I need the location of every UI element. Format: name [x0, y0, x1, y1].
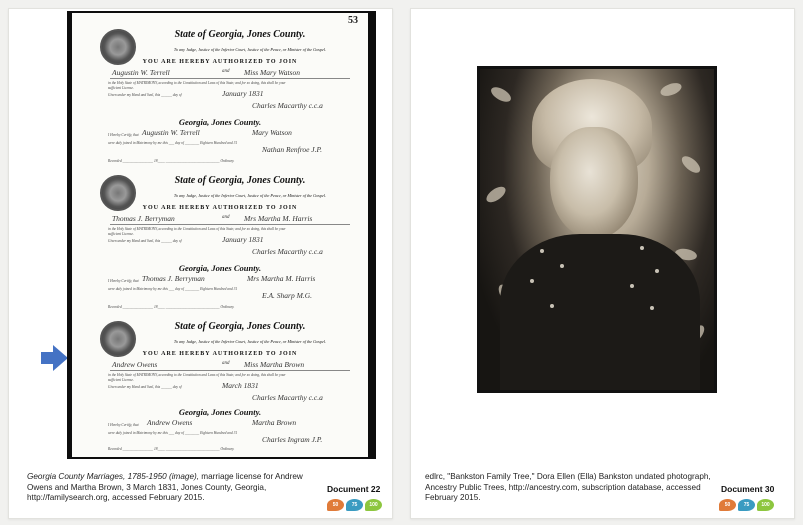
bride-name: Miss Mary Watson: [244, 68, 300, 77]
license-authorized: YOU ARE HEREBY AUTHORIZED TO JOIN: [142, 351, 298, 357]
badge-100-icon: 100: [757, 499, 774, 511]
clerk-signature: Charles Macarthy c.c.a: [252, 101, 323, 110]
officiant-signature: Nathan Renfroe J.P.: [262, 145, 322, 154]
license-date: January 1831: [222, 235, 264, 244]
bride-name: Miss Martha Brown: [244, 360, 305, 369]
officiant-signature: Charles Ingram J.P.: [262, 435, 323, 444]
license-block: State of Georgia, Jones County. To any Judge, Justice of the Inferior Court, Justice of the Peace, or Minister of the Gospel. YOU ARE HEREBY AUTHORIZED TO JOIN Thomas J. Berryman and Mrs Martha M. Harris in the Holy State of MATRIMONY, according to the Constitution and Laws of this State; and for so doing, this shall be your sufficient License. Given under my Hand and Seal, this ______ day of January 1831 Charles Macarthy c.c.a Georgia, Jones County. I Hereby Certify, that Thomas J. Berryman Mrs Martha M. Harris were duly joined in Matrimony by me this ___ day of ________ Eighteen Hundred and 31 E.A. Sharp M.G. Recorded _________________ 18____ ______________________________ Ordinary.: [72, 167, 368, 313]
license-header: State of Georgia, Jones County.: [174, 175, 306, 186]
license-authorized: YOU ARE HEREBY AUTHORIZED TO JOIN: [142, 59, 298, 65]
license-addressed: To any Judge, Justice of the Inferior Court, Justice of the Peace, or Minister of the Gospel.: [173, 339, 327, 344]
and-word: and: [222, 215, 230, 220]
and-word: and: [222, 69, 230, 74]
license-addressed: To any Judge, Justice of the Inferior Court, Justice of the Peace, or Minister of the Gospel.: [173, 47, 327, 52]
clerk-signature: Charles Macarthy c.c.a: [252, 393, 323, 402]
marriage-license-scan: [67, 11, 376, 459]
document-30-page: [410, 8, 795, 519]
page-number: 53: [348, 15, 358, 26]
and-word: and: [222, 361, 230, 366]
groom-name: Andrew Owens: [112, 360, 158, 369]
license-header: State of Georgia, Jones County.: [174, 29, 306, 40]
badge-50-icon: 50: [719, 499, 736, 511]
license-sheet: [72, 13, 368, 457]
return-bride: Mrs Martha M. Harris: [247, 274, 316, 283]
license-addressed: To any Judge, Justice of the Inferior Court, Justice of the Peace, or Minister of the Gospel.: [173, 193, 327, 198]
bride-name: Mrs Martha M. Harris: [244, 214, 313, 223]
license-header: State of Georgia, Jones County.: [174, 321, 306, 332]
badge-50-icon: 50: [327, 499, 344, 511]
license-date: March 1831: [222, 381, 259, 390]
groom-name: Thomas J. Berryman: [112, 214, 175, 223]
return-groom: Andrew Owens: [147, 418, 193, 427]
difficulty-badges: [719, 499, 779, 513]
caption-source-title: Georgia County Marriages, 1785-1950 (image),: [27, 472, 200, 481]
officiant-signature: E.A. Sharp M.G.: [262, 291, 312, 300]
clerk-signature: Charles Macarthy c.c.a: [252, 247, 323, 256]
license-block-andrew-owens: State of Georgia, Jones County. To any Judge, Justice of the Inferior Court, Justice of the Peace, or Minister of the Gospel. YOU ARE HEREBY AUTHORIZED TO JOIN Andrew Owens and Miss Martha Brown in the Holy State of MATRIMONY, according to the Constitution and Laws of this State; and for so doing, this shall be your sufficient License. Given under my Hand and Seal, this ______ day of March 1831 Charles Macarthy c.c.a Georgia, Jones County. I Hereby Certify, that Andrew Owens Martha Brown were duly joined in Matrimony by me this ___ day of ________ Eighteen Hundred and 31 Charles Ingram J.P. Recorded _________________ 18____ ______________________________ Ordinary.: [72, 313, 368, 459]
caption-source-detail: marriage license for Andrew Owens and Martha Brown, 3 March 1831, Jones County, Georgia, http://familysearch.org, accessed February 2015.: [27, 472, 303, 502]
return-groom: Thomas J. Berryman: [142, 274, 205, 283]
document-22-page: [8, 8, 393, 519]
groom-name: Augustin W. Terrell: [112, 68, 170, 77]
return-groom: Augustin W. Terrell: [142, 128, 200, 137]
document-30-label: Document 30: [721, 484, 775, 494]
return-bride: Mary Watson: [252, 128, 292, 137]
return-header: Georgia, Jones County.: [178, 263, 262, 273]
bankston-portrait-photo: [477, 66, 717, 393]
badge-100-icon: 100: [365, 499, 382, 511]
badge-75-icon: 75: [738, 499, 755, 511]
badge-75-icon: 75: [346, 499, 363, 511]
return-header: Georgia, Jones County.: [178, 407, 262, 417]
document-22-label: Document 22: [327, 484, 381, 494]
return-header: Georgia, Jones County.: [178, 117, 262, 127]
difficulty-badges: [327, 499, 387, 513]
license-block: State of Georgia, Jones County. To any Judge, Justice of the Inferior Court, Justice of the Peace, or Minister of the Gospel. YOU ARE HEREBY AUTHORIZED TO JOIN Augustin W. Terrell and Miss Mary Watson in the Holy State of MATRIMONY, according to the Constitution and Laws of this State; and for so doing, this shall be your sufficient License. Given under my Hand and Seal, this ______ day of January 1831 Charles Macarthy c.c.a Georgia, Jones County. I Hereby Certify, that Augustin W. Terrell Mary Watson were duly joined in Matrimony by me this ___ day of ________ Eighteen Hundred and 31 Nathan Renfroe J.P. Recorded _________________ 18____ ______________________________ Ordinary.: [72, 21, 368, 167]
return-bride: Martha Brown: [252, 418, 297, 427]
document-30-caption: edlrc, "Bankston Family Tree," Dora Ellen (Ella) Bankston undated photograph, Ancestry Public Trees, http://ancestry.com, subscription database, accessed February 2015.: [425, 472, 711, 502]
license-date: January 1831: [222, 89, 264, 98]
license-authorized: YOU ARE HEREBY AUTHORIZED TO JOIN: [142, 205, 298, 211]
document-22-caption: [27, 472, 307, 504]
